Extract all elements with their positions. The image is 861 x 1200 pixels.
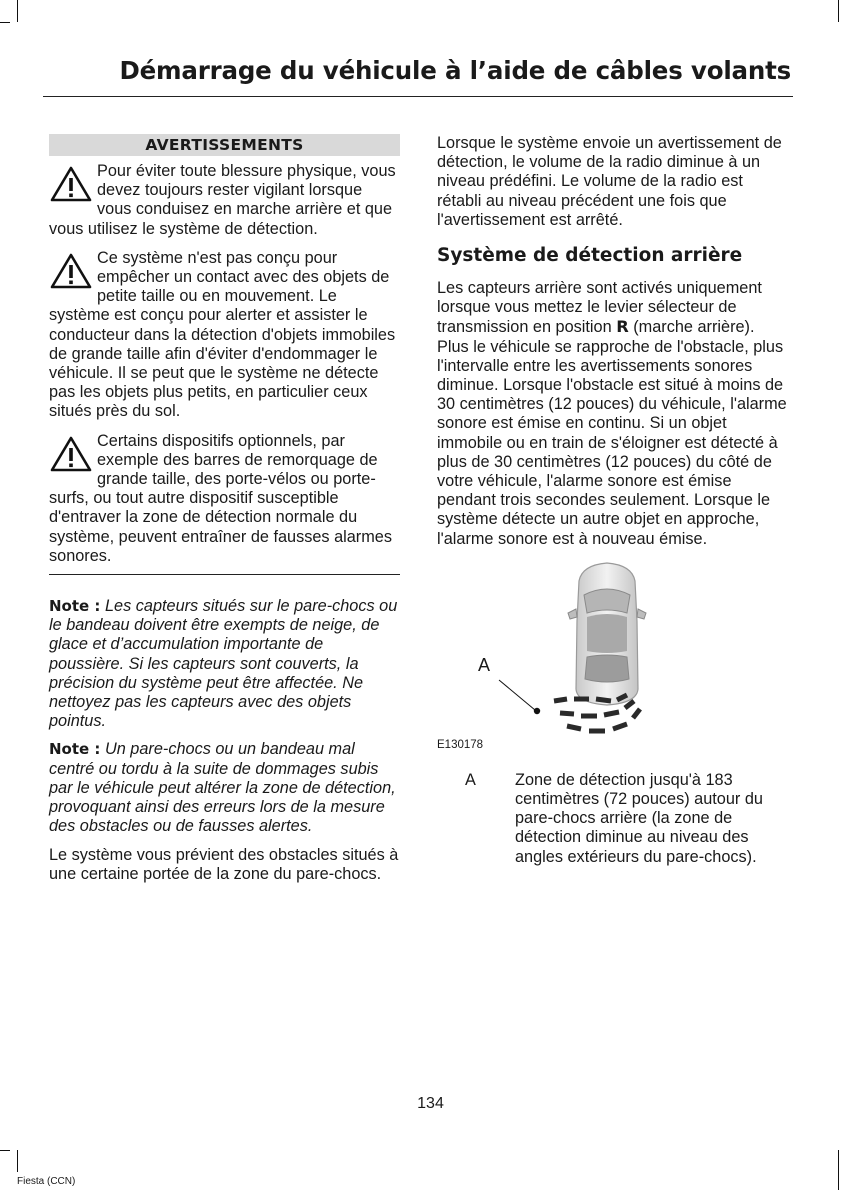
crop-mark	[838, 1150, 839, 1190]
note-text: Les capteurs situés sur le pare-chocs ou le bandeau doivent être exempts de neige, de glace et d’accumulation importante de poussière. Si les capteurs sont couverts, la précision du système peut être affectée. Ne nettoyez pas les capteurs avec des objets pointus.	[49, 597, 398, 731]
warnings-heading: AVERTISSEMENTS	[49, 134, 400, 156]
body-text: Les capteurs arrière sont activés uniquement lorsque vous mettez le levier sélecteur de transmission en position	[437, 279, 762, 337]
crop-mark	[0, 1150, 10, 1151]
left-column	[49, 134, 400, 884]
note-label: Note :	[49, 597, 101, 616]
warning-triangle-icon	[49, 434, 93, 474]
note-text: Un pare-chocs ou un bandeau mal centré ou tordu à la suite de dommages subis par le véhicule peut altérer la zone de détection, provoquant ainsi des erreurs lors de la mesure des obstacles ou de fausses alertes.	[49, 740, 396, 836]
note-paragraph	[49, 597, 400, 731]
crop-mark	[0, 22, 10, 23]
radio-volume-paragraph: Lorsque le système envoie un avertissement de détection, le volume de la radio diminue à un niveau prédéfini. Le volume de la radio est rétabli au niveau précédent une fois que l'avertissement est arrêté.	[437, 134, 782, 229]
legend-key: A	[465, 770, 476, 789]
warning-triangle-icon	[49, 164, 93, 204]
note-label: Note :	[49, 740, 101, 759]
callout-label-a: A	[478, 654, 491, 675]
warning-item	[49, 162, 400, 239]
body-text: (marche arrière). Plus le véhicule se rapproche de l'obstacle, plus l'intervalle entre les avertissements sonores diminue. Lorsque l'obstacle est situé à moins de 30 centimètres (12 pouces) du véhicule, l'alarme sonore est émise en continu. Si un objet immobile ou en train de s'éloigner est détecté à plus de 30 centimètres (12 pouces) du côté de votre véhicule, l'alarme sonore est émise pendant trois secondes seulement. Lorsque le système détecte un autre objet en approche, l'alarme sonore est à nouveau émise.	[437, 318, 787, 548]
figure-id: E130178	[437, 738, 484, 751]
figure-legend	[437, 771, 789, 867]
page-title: Démarrage du véhicule à l’aide de câbles volants	[119, 56, 791, 85]
warning-triangle-icon	[49, 251, 93, 291]
note-paragraph	[49, 740, 400, 836]
right-column	[437, 134, 789, 867]
legend-text: Zone de détection jusqu'à 183 centimètres (72 pouces) autour du pare-chocs arrière (la zone de détection diminue au niveau des angles extérieurs du pare-chocs).	[515, 770, 763, 866]
header-divider	[43, 96, 793, 97]
warning-item	[49, 249, 400, 422]
gear-letter: R	[616, 317, 629, 337]
warning-text: Ce système n'est pas conçu pour empêcher un contact avec des objets de petite taille ou en mouvement. Le système est conçu pour alerter et assister le conducteur dans la détection d'objets immobiles de grande taille afin d'éviter d'endommager le véhicule. Il se peut que le système ne détecte pas les objets plus petits, en particulier ceux situés près du sol.	[49, 248, 396, 421]
warning-text: Pour éviter toute blessure physique, vous devez toujours rester vigilant lorsque vous conduisez en marche arrière et que vous utilisez le système de détection.	[49, 162, 396, 238]
page-number: 134	[417, 1095, 444, 1112]
body-paragraph: Le système vous prévient des obstacles situés à une certaine portée de la zone du pare-chocs.	[49, 845, 399, 883]
rear-sensing-paragraph	[437, 279, 789, 549]
rear-sensing-figure	[437, 561, 789, 771]
footer-model: Fiesta (CCN)	[17, 1176, 76, 1187]
section-heading: Système de détection arrière	[437, 245, 743, 267]
crop-mark	[838, 0, 839, 22]
warning-item	[49, 432, 400, 566]
crop-mark	[17, 1150, 18, 1172]
crop-mark	[17, 0, 18, 22]
warnings-divider	[49, 574, 400, 575]
warning-text: Certains dispositifs optionnels, par exemple des barres de remorquage de grande taille, des porte-vélos ou porte-surfs, ou tout autre dispositif susceptible d'entraver la zone de détection normale du système, peuvent entraîner de fausses alarmes sonores.	[49, 431, 392, 565]
